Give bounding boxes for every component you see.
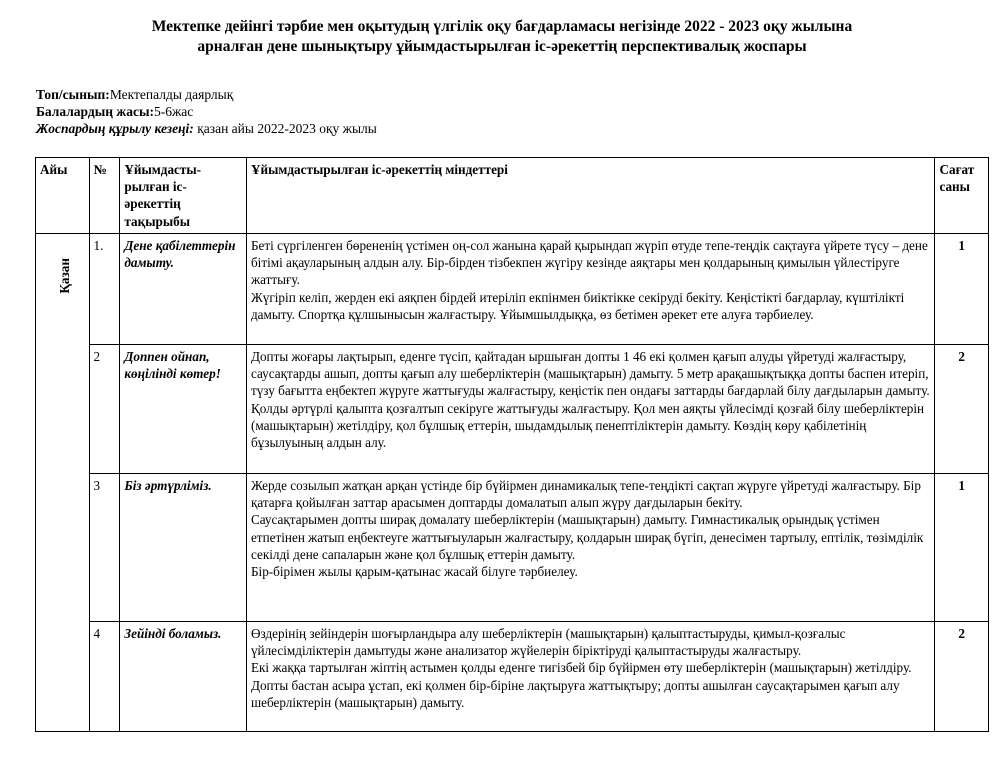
title-line-2: арналған дене шынықтыру ұйымдастырылған іс-әрекеттің перспективалық жоспары: [197, 38, 807, 55]
row-topic: Біз әртүрліміз.: [120, 474, 247, 622]
task-paragraph: Бір-бірімен жылы қарым-қатынас жасай білуге тәрбиелеу.: [250, 564, 578, 580]
table-header-row: [36, 158, 989, 234]
row-num: 3: [89, 474, 120, 622]
row-topic: Зейінді боламыз.: [120, 622, 247, 732]
meta-period-label: Жоспардың құрылу кезеңі:: [36, 121, 194, 136]
month-cell: [36, 234, 90, 732]
row-hours: 1: [935, 234, 989, 345]
header-month: Айы: [36, 158, 90, 234]
meta-group-value: Мектепалды даярлық: [109, 87, 234, 102]
plan-table: [35, 157, 989, 732]
meta-age-label: Балалардың жасы:: [36, 104, 154, 119]
header-num: №: [89, 158, 120, 234]
table-row: [36, 474, 989, 622]
title-line-1: Мектепке дейінгі тәрбие мен оқытудың үлгілік оқу бағдарламасы негізінде 2022 - 2023 оқу жылына: [151, 18, 853, 35]
row-num: 1.: [89, 234, 120, 345]
header-tasks: Ұйымдастырылған іс-әрекеттің міндеттері: [246, 158, 935, 234]
row-tasks: [246, 345, 935, 474]
plan-meta: [36, 86, 377, 137]
task-paragraph: Допты жоғары лақтырып, еденге түсіп, қайтадан ыршыған допты 1 46 екі қолмен қағып алуды үйретуді жалғастыру, саусақтарды ашып, допты қағып алу шеберліктерін (машықтарын) дамыту. 5 метр арақашықтыққа допты баспен итеріп, түзу бағытта еңбектеп жүруге жаттығуды жалғастыру, кеңістік пен ондағы заттарды бағдарлай білу дағдыларын дамыту. Қолды әртүрлі қалыпта қозғалтып секіруге жаттығуды жалғастыру. Қол мен аяқты үйлесімді қозғай білу шеберліктерін (машықтарын) жетілдіру, қол бұлшық еттерін, шыдамдылық пенептіліктерін дамыту. Көздің көру қабілетінің бұзылуының алдын алу.: [250, 349, 930, 451]
task-paragraph: Өздерінің зейіндерін шоғырландыра алу шеберліктерін (машықтарын) қалыптастыруды, қимыл-қозғалыс үйлесімділіктерін дамытуды және анализатор жүйелерін біріктіруді қалыптастыруды жалғастыру.: [250, 626, 846, 659]
meta-group: [36, 86, 377, 103]
meta-period-value: қазан айы 2022-2023 оқу жылы: [193, 121, 377, 136]
row-tasks: [246, 234, 935, 345]
table-row: [36, 345, 989, 474]
row-tasks: [246, 474, 935, 622]
row-tasks: [246, 622, 935, 732]
meta-age-value: 5-6жас: [153, 104, 194, 119]
row-num: 2: [89, 345, 120, 474]
row-hours: 2: [935, 345, 989, 474]
table-row: [36, 622, 989, 732]
task-paragraph: Беті сүргіленген бөрененің үстімен оң-сол жанына қарай қырындап жүріп өтуде тепе-теңдік сақтауға үйрете түсу – дене бітімі ақауларының алдын алу. Бір-бірден тізбекпен жүгіру кезінде аяқтары мен қолдарының қимылын үйлестіруге жаттығу.: [250, 238, 928, 288]
month-label: Қазан: [57, 258, 72, 294]
row-num: 4: [89, 622, 120, 732]
page-title: [40, 17, 964, 57]
header-hours: Сағат саны: [935, 158, 989, 234]
task-paragraph: Жүгіріп келіп, жерден екі аяқпен бірдей итеріліп екпінмен биіктікке секіруді бекіту. Кеңістікті бағдарлау, күштілікті дамыту. Спортқа құлшынысын жалғастыру. Ұйымшылдыққа, өз бетімен әрекет ете алуға тәрбиелеу.: [250, 289, 905, 322]
row-topic: Дене қабілеттерін дамыту.: [120, 234, 247, 345]
row-topic: Доппен ойнап, көңілінді көтер!: [120, 345, 247, 474]
meta-group-label: Топ/сынып:: [36, 87, 110, 102]
task-paragraph: Жерде созылып жатқан арқан үстінде бір бүйірмен динамикалық тепе-теңдікті сақтап жүруге үйретуді жалғастыру. Бір қатарға қойылған заттар арасымен доптарды домалатып алып жүру дағдыларын бекіту.: [250, 478, 921, 511]
task-paragraph: Екі жаққа тартылған жіптің астымен қолды еденге тигізбей бір бүйірмен өту шеберліктерін (машықтарын) жетілдіру. Допты бастан асыра ұстап, екі қолмен бір-біріне лақтыруға жаттықтыру; допты ашылған саусақтарымен қағып алу шеберліктерін (машықтарын) дамыту.: [250, 660, 912, 710]
meta-age: [36, 103, 377, 120]
row-hours: 2: [935, 622, 989, 732]
meta-period: [36, 120, 377, 137]
task-paragraph: Саусақтарымен допты ширақ домалату шеберліктерін (машықтарын) дамыту. Гимнастикалық орындық үстімен етпетінен жатып еңбектеуге жаттығыуларын жалғастыру, қолдарын ширақ бүгіп, денесімен тартылу, ептілік, төзімділік секілді дене сапаларын және қол бұлшық еттерін дамыту.: [250, 512, 924, 562]
table-row: [36, 234, 989, 345]
header-topic: Ұйымдасты-рылған іс-әрекеттің тақырыбы: [120, 158, 247, 234]
row-hours: 1: [935, 474, 989, 622]
